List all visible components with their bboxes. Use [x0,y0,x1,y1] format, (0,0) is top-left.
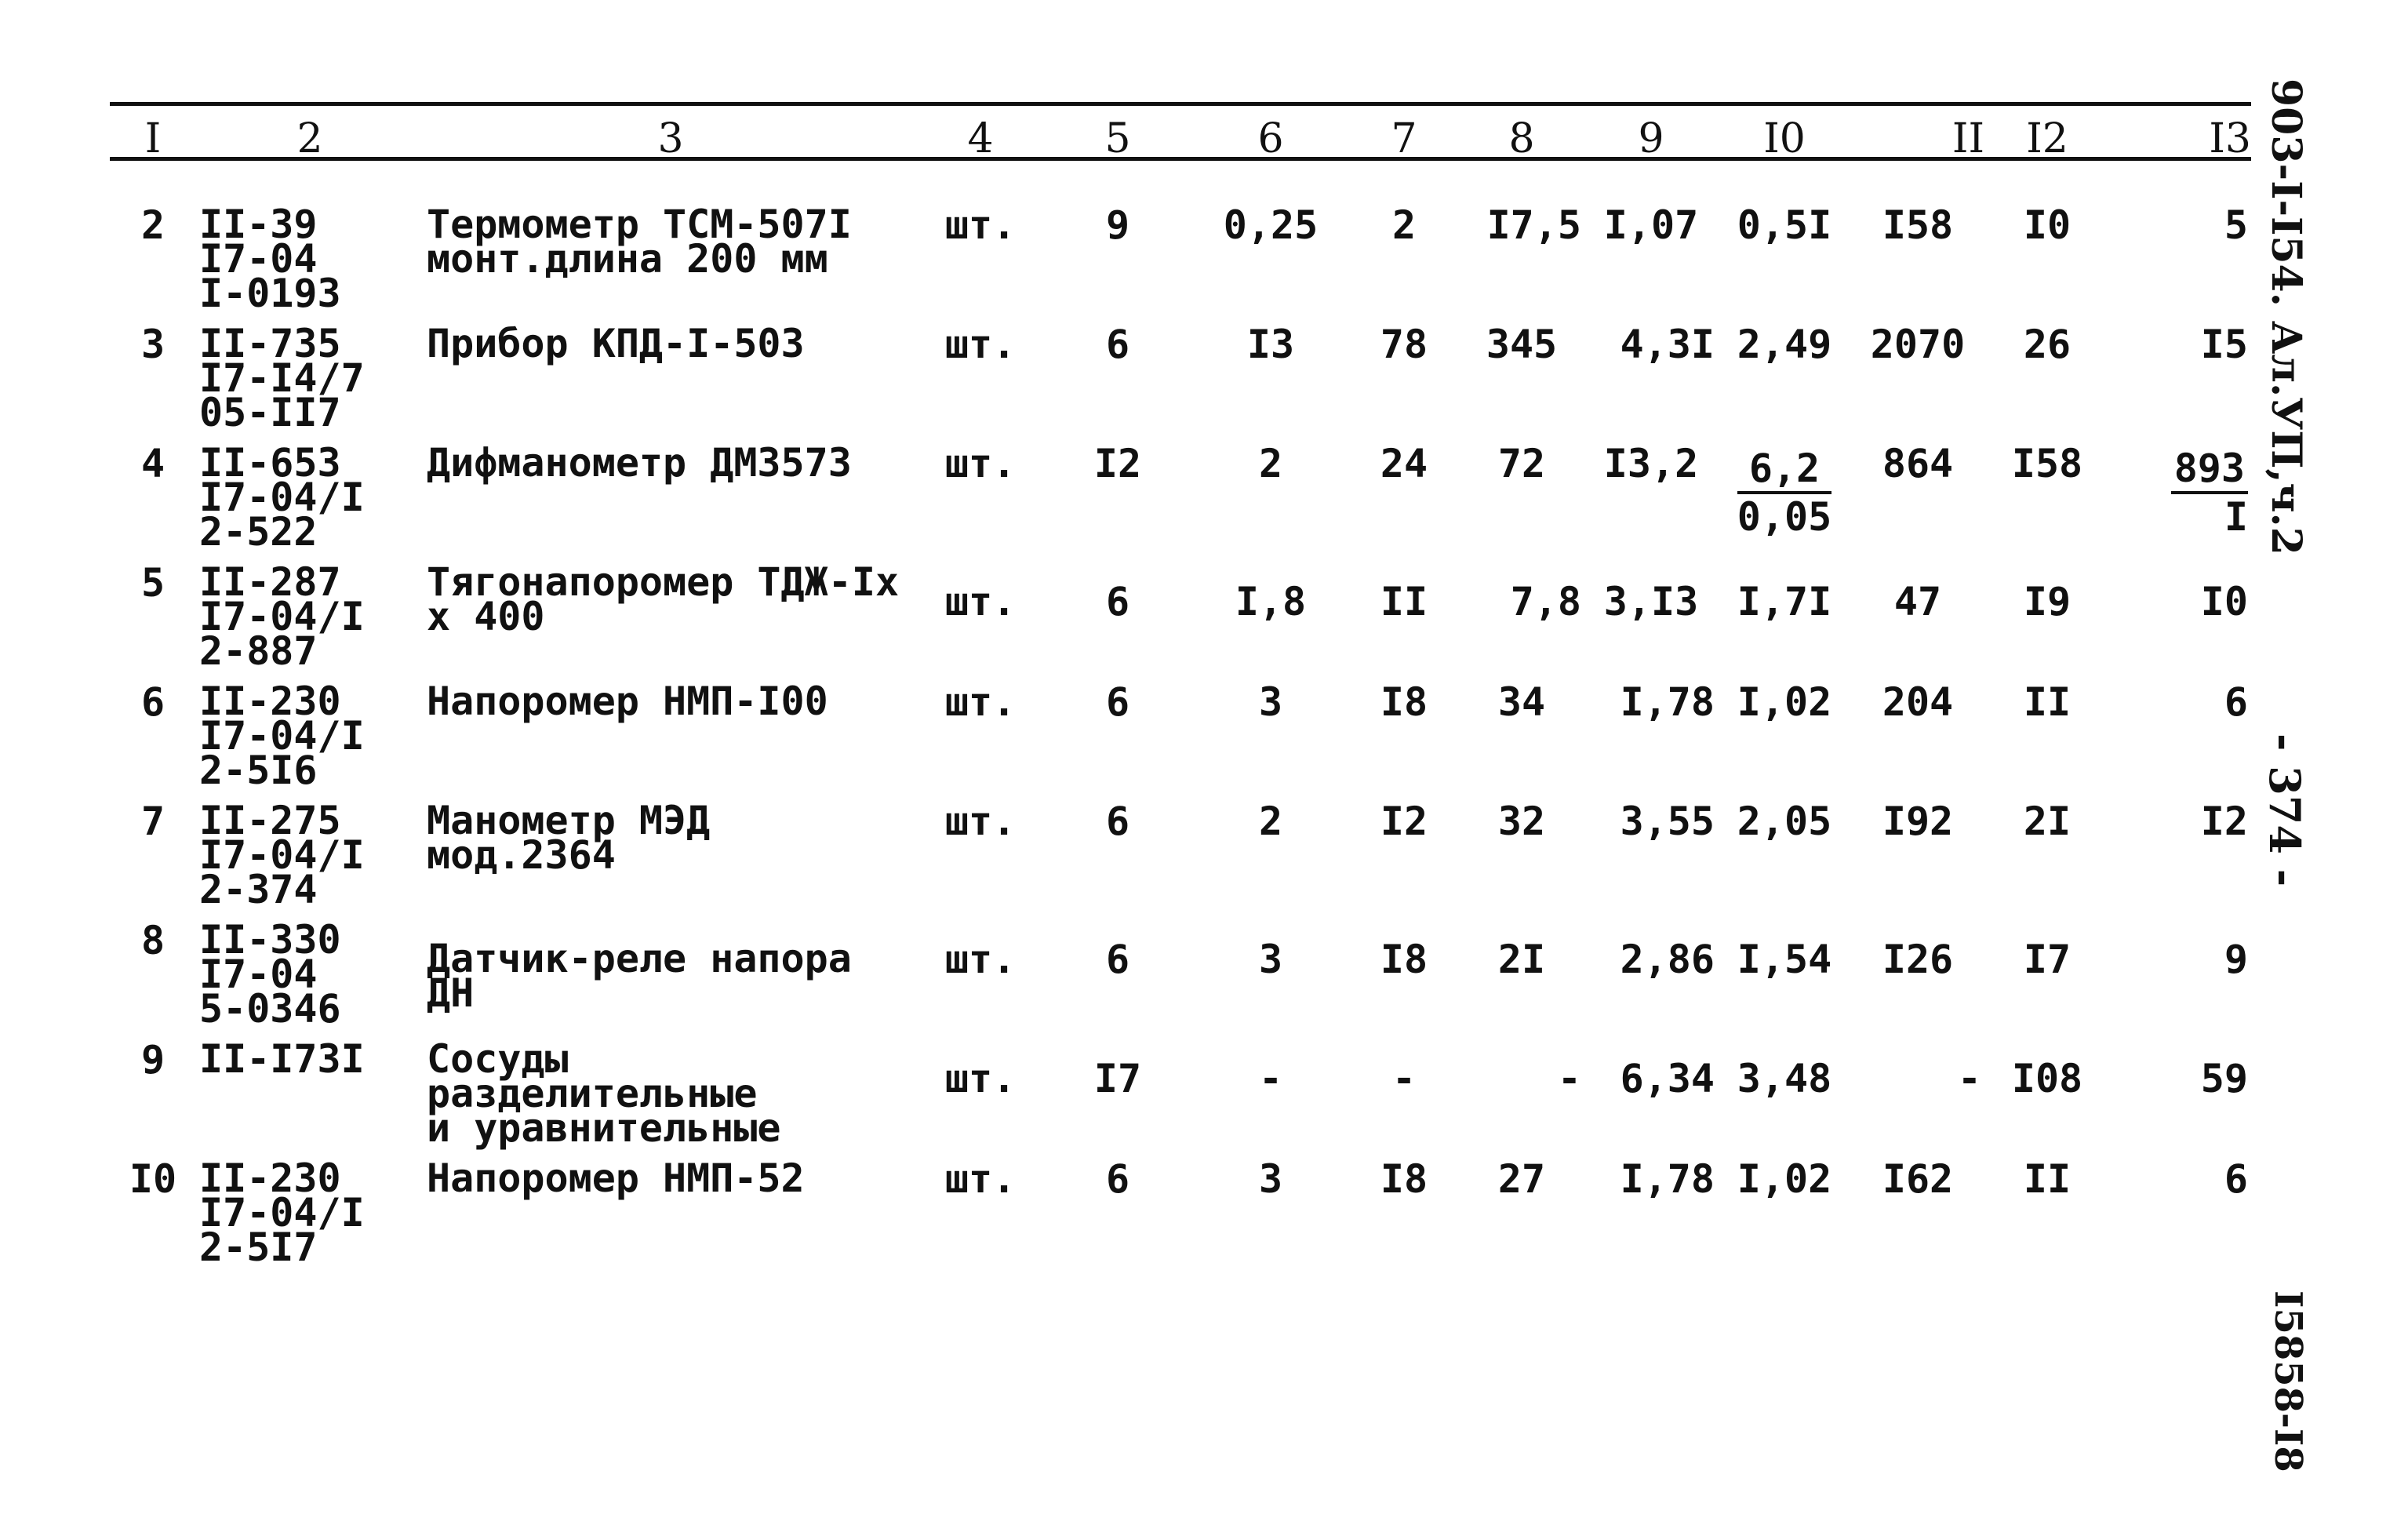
col-10-value: I,02 [1737,1156,1832,1202]
col-5-value: 6 [1105,799,1130,844]
price-code [196,440,424,565]
col-13-value: 6 [2224,679,2248,725]
price-code-line: II-230 [199,679,341,724]
col-7-value: II [1380,579,1428,624]
item-name: Термометр ТСМ-507I монт.длина 200 мм [427,202,852,282]
price-code-line: I7-04 [199,952,318,997]
col-9-value: 6,34 [1620,1056,1715,1101]
inventory-number: I5858-I8 [2266,1290,2310,1472]
header-cell-9: 9 [1638,115,1664,162]
fraction-numerator: 893 [2171,446,2248,494]
document-code: 903-I-I54. Ал.УП,ч.2 [2262,78,2310,555]
price-code-line: 2-5I7 [199,1225,318,1270]
col-8-value: 72 [1497,441,1546,486]
unit: шт. [944,579,1017,624]
col-6-value: 2 [1258,441,1283,486]
price-code [196,1036,424,1161]
row-number: 8 [140,918,166,963]
unit: шт. [944,202,1017,248]
specification-table [110,110,2251,1280]
col-8-value: I7,5 [1486,202,1581,248]
header-cell-6: 6 [1257,115,1284,162]
unit: шт. [944,1056,1017,1101]
col-9-value: I,78 [1620,1156,1715,1202]
col-8-value: 2I [1497,937,1546,982]
price-code-line: I7-04/I [199,475,365,520]
header-row [110,110,2251,157]
price-code [196,679,424,803]
col-11-value: I62 [1882,1156,1954,1202]
col-9-value: I3,2 [1603,441,1699,486]
header-rule-top [110,102,2251,106]
fraction [2171,446,2248,540]
table-row [110,1161,2251,1280]
item-name: Сосуды разделительные и уравнительные [427,1036,781,1151]
table-row [110,684,2251,803]
price-code [196,157,424,326]
col-7-value: I8 [1380,1156,1428,1202]
col-12-value: I0 [2023,202,2072,248]
col-5-value: 6 [1105,322,1130,367]
header-cell-13: I3 [2209,115,2251,162]
col-13-value: 6 [2224,1156,2248,1202]
price-code-line: I7-04/I [199,832,365,878]
price-code [196,917,424,1042]
row-number: 3 [140,322,166,367]
price-code-line: II-287 [199,559,341,605]
col-9-value: 3,55 [1620,799,1715,844]
price-code-line: I-0193 [199,271,341,316]
col-8-value: 345 [1486,322,1558,367]
col-7-value: 78 [1380,322,1428,367]
col-9-value: 2,86 [1620,937,1715,982]
col-10-value: 3,48 [1737,1056,1832,1101]
col-12-value: II [2023,1156,2072,1202]
unit: шт. [944,322,1017,367]
col-5-value: I2 [1093,441,1142,486]
col-6-value: - [1258,1056,1283,1101]
price-code-line: 2-522 [199,509,318,555]
col-6-value: 3 [1258,937,1283,982]
col-5-value: 9 [1105,202,1130,248]
col-9-value: I,78 [1620,679,1715,725]
header-cell-3: 3 [657,115,684,162]
table-row [110,326,2251,446]
col-6-value: 3 [1258,1156,1283,1202]
item-name: Напоромер НМП-52 [427,1156,805,1201]
col-7-value: 24 [1380,441,1428,486]
col-7-value: I8 [1380,679,1428,725]
table-row [110,446,2251,565]
price-code-line: II-330 [199,917,341,963]
price-code-line: II-I73I [199,1036,365,1082]
item-name: Датчик-реле напора ДН [427,936,852,1016]
price-code-line: II-275 [199,798,341,843]
col-10-value: I,7I [1737,579,1832,624]
col-13-value: 5 [2224,202,2248,248]
col-7-value: 2 [1391,202,1417,248]
item-name: Напоромер НМП-I00 [427,679,828,724]
fraction-denominator: I [2224,494,2248,540]
col-7-value: I2 [1380,799,1428,844]
col-9-value: 3,I3 [1603,579,1699,624]
col-12-value: I9 [2023,579,2072,624]
col-10-value: 2,05 [1737,799,1832,844]
header-cell-7: 7 [1391,115,1417,162]
col-8-value: - [1557,1056,1581,1101]
page-number: - 374 - [2260,733,2310,887]
col-12-value: 2I [2023,799,2072,844]
price-code-line: I7-04 [199,236,318,282]
price-code-line: 2-5I6 [199,748,318,793]
col-11-value: 204 [1882,679,1954,725]
price-code-line: 2-374 [199,867,318,912]
col-10-value: I,54 [1737,937,1832,982]
table-row [110,565,2251,684]
col-6-value: 2 [1258,799,1283,844]
item-name: Дифманометр ДМ3573 [427,440,852,486]
col-8-value: 34 [1497,679,1546,725]
col-11-value: 2070 [1870,322,1966,367]
header-cell-11: II [1951,115,1984,162]
unit: шт. [944,679,1017,725]
col-10-value: 0,5I [1737,202,1832,248]
price-code-line: 2-887 [199,628,318,674]
price-code-line: II-735 [199,321,341,366]
row-number: 2 [140,202,166,248]
price-code-line: 05-II7 [199,390,341,435]
col-8-value: 32 [1497,799,1546,844]
price-code-line: I7-I4/7 [199,355,365,401]
col-7-value: I8 [1380,937,1428,982]
row-number: 5 [140,560,166,606]
col-8-value: 7,8 [1510,579,1581,624]
table-row [110,157,2251,326]
price-code-line: I7-04/I [199,594,365,639]
col-11-value: - [1957,1056,1981,1101]
header-cell-1: I [144,115,162,162]
price-code-line: I7-04/I [199,713,365,759]
col-13-value: 9 [2224,937,2248,982]
col-7-value: - [1391,1056,1417,1101]
price-code-line: II-653 [199,440,341,486]
price-code [196,559,424,684]
col-11-value: 47 [1893,579,1942,624]
header-cell-4: 4 [967,115,994,162]
row-number: 6 [140,679,166,725]
col-5-value: I7 [1093,1056,1142,1101]
price-code-line: II-39 [199,202,318,247]
row-number: I0 [129,1156,177,1202]
fraction [1737,446,1831,540]
item-name: Прибор КПД-I-503 [427,321,805,366]
unit: шт. [944,1156,1017,1202]
header-cell-12: I2 [2026,115,2068,162]
unit: шт. [944,937,1017,982]
header-cell-5: 5 [1104,115,1131,162]
col-13-value [2110,446,2251,565]
item-name: Манометр МЭД мод.2364 [427,798,711,878]
table-row [110,1042,2251,1161]
col-11-value: I58 [1882,202,1954,248]
price-code-line: I7-04/I [199,1190,365,1236]
col-8-value: 27 [1497,1156,1546,1202]
col-5-value: 6 [1105,937,1130,982]
col-13-value: I5 [2200,322,2248,367]
table-row [110,923,2251,1042]
col-9-value: I,07 [1603,202,1699,248]
col-6-value: 0,25 [1223,202,1319,248]
col-10-value [1718,446,1851,565]
col-5-value: 6 [1105,679,1130,725]
fraction-denominator: 0,05 [1737,494,1832,540]
col-12-value: 26 [2023,322,2072,367]
col-6-value: 3 [1258,679,1283,725]
unit: шт. [944,799,1017,844]
price-code [196,321,424,446]
col-10-value: 2,49 [1737,322,1832,367]
col-12-value: I08 [2011,1056,2083,1101]
price-code [196,798,424,923]
col-5-value: 6 [1105,579,1130,624]
col-13-value: I2 [2200,799,2248,844]
price-code-line: 5-0346 [199,986,341,1032]
header-cell-10: I0 [1763,115,1806,162]
price-code [196,1156,424,1280]
col-13-value: I0 [2200,579,2248,624]
col-12-value: II [2023,679,2072,725]
table-row [110,803,2251,923]
col-11-value: I26 [1882,937,1954,982]
header-cell-2: 2 [296,115,323,162]
price-code-line: II-230 [199,1156,341,1201]
col-12-value: I58 [2011,441,2083,486]
row-number: 7 [140,799,166,844]
row-number: 4 [140,441,166,486]
row-number: 9 [140,1037,166,1083]
header-cell-8: 8 [1508,115,1535,162]
col-11-value: 864 [1882,441,1954,486]
fraction-numerator: 6,2 [1737,446,1831,494]
item-name: Тягонапоромер ТДЖ-Iх х 400 [427,559,900,639]
col-13-value: 59 [2200,1056,2248,1101]
col-6-value: I,8 [1235,579,1307,624]
unit: шт. [944,441,1017,486]
col-9-value: 4,3I [1620,322,1715,367]
col-5-value: 6 [1105,1156,1130,1202]
col-12-value: I7 [2023,937,2072,982]
col-11-value: I92 [1882,799,1954,844]
col-6-value: I3 [1246,322,1295,367]
col-10-value: I,02 [1737,679,1832,725]
